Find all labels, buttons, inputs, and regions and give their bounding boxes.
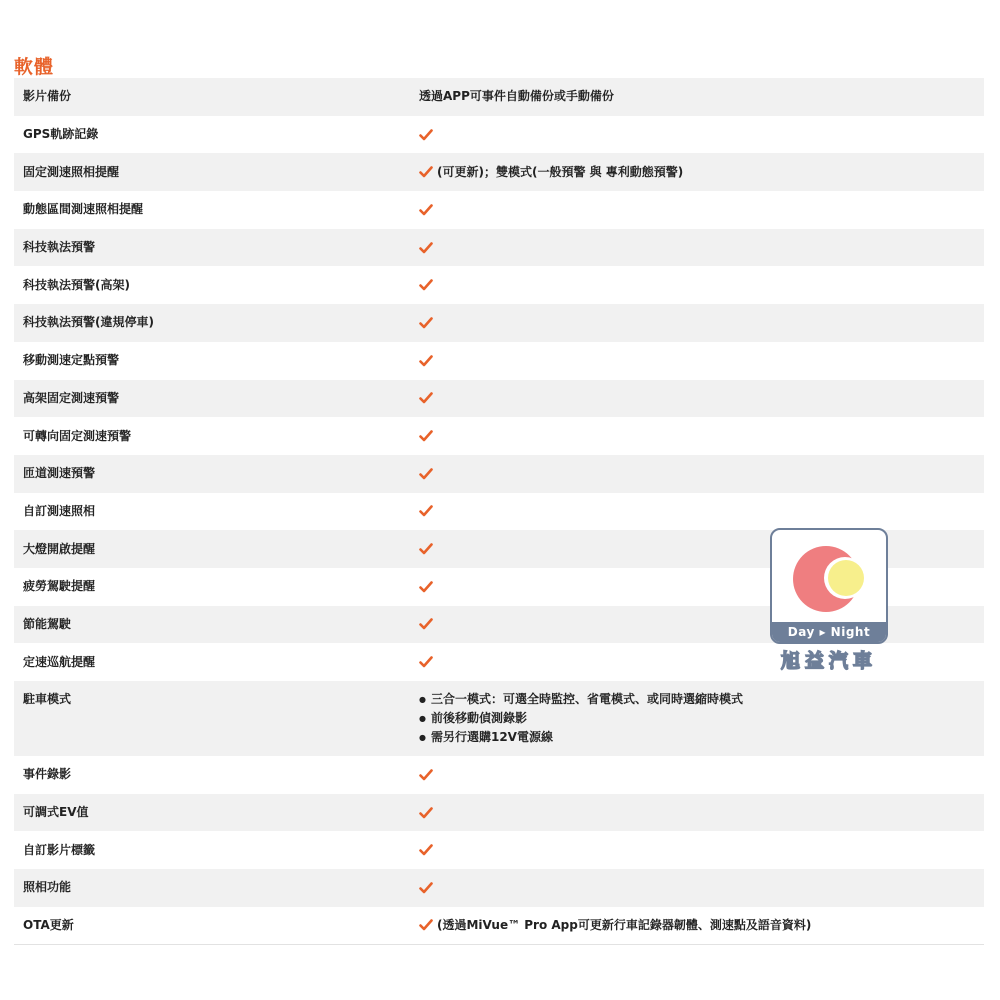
row-label: GPS軌跡記錄 <box>23 127 99 142</box>
row-label: 駐車模式 <box>23 692 72 706</box>
row-value-text: (可更新)；雙模式(一般預警 與 專利動態預警) <box>437 164 684 179</box>
row-value <box>405 304 984 342</box>
row-value <box>405 681 984 756</box>
checkmark-icon <box>419 166 433 178</box>
checkmark-icon <box>419 129 433 141</box>
watermark-caption: 旭益汽車 <box>780 650 877 672</box>
table-row <box>14 304 984 342</box>
list-item: ● 前後移動偵測錄影 <box>419 709 984 728</box>
table-row <box>14 191 984 229</box>
checkmark-icon <box>419 204 433 216</box>
table-row <box>14 756 984 794</box>
checkmark-icon <box>419 769 433 781</box>
checkmark-icon <box>419 882 433 894</box>
checkmark-icon <box>419 468 433 480</box>
table-row <box>14 229 984 267</box>
row-label: 事件錄影 <box>23 767 72 782</box>
table-row <box>14 266 984 304</box>
row-value <box>405 643 984 681</box>
checkmark-icon <box>419 807 433 819</box>
row-value <box>405 229 984 267</box>
row-value <box>405 831 984 869</box>
row-value-text: (透過MiVue™ Pro App可更新行車記錄器韌體、測速點及語音資料) <box>437 917 812 932</box>
row-label: 動態區間測速照相提醒 <box>23 202 144 217</box>
checkmark-icon <box>419 543 433 555</box>
checkmark-icon <box>419 656 433 668</box>
row-label: 固定測速照相提醒 <box>23 164 120 179</box>
table-row <box>14 831 984 869</box>
row-value <box>405 380 984 418</box>
table-row <box>14 681 984 756</box>
watermark-badge <box>770 528 888 644</box>
row-value <box>405 794 984 832</box>
checkmark-icon <box>419 317 433 329</box>
table-row <box>14 794 984 832</box>
list-item: ● 三合一模式：可選全時監控、省電模式、或同時選縮時模式 <box>419 690 984 709</box>
row-label: 科技執法預警 <box>23 240 96 255</box>
checkmark-icon <box>419 581 433 593</box>
bullet-list <box>419 690 984 747</box>
row-value <box>405 530 984 568</box>
row-value <box>405 756 984 794</box>
table-row <box>14 455 984 493</box>
row-label: 自訂影片標籤 <box>23 842 96 857</box>
row-value <box>405 606 984 644</box>
row-value <box>405 869 984 907</box>
row-label: OTA更新 <box>23 917 74 932</box>
table-row <box>14 153 984 191</box>
row-value <box>405 78 984 116</box>
row-label: 節能駕駛 <box>23 616 72 631</box>
row-label: 移動測速定點預警 <box>23 353 120 368</box>
spec-table-body <box>14 78 984 944</box>
table-row <box>14 116 984 154</box>
row-value <box>405 493 984 531</box>
row-label: 照相功能 <box>23 880 72 895</box>
checkmark-icon <box>419 392 433 404</box>
spec-table <box>14 78 984 945</box>
row-value <box>405 907 984 945</box>
row-value <box>405 191 984 229</box>
row-label: 影片備份 <box>23 89 72 104</box>
row-value <box>405 455 984 493</box>
row-label: 疲勞駕駛提醒 <box>23 579 96 594</box>
sun-moon-logo-icon <box>772 530 886 624</box>
row-label: 可調式EV值 <box>23 805 89 820</box>
list-item: ● 需另行選購12V電源線 <box>419 728 984 747</box>
table-row <box>14 493 984 531</box>
row-value <box>405 116 984 154</box>
table-row <box>14 869 984 907</box>
row-value <box>405 417 984 455</box>
checkmark-icon <box>419 618 433 630</box>
table-row <box>14 380 984 418</box>
row-value <box>405 153 984 191</box>
row-label: 大燈開啟提醒 <box>23 541 96 556</box>
row-label: 科技執法預警(違規停車) <box>23 315 154 330</box>
row-value <box>405 342 984 380</box>
checkmark-icon <box>419 279 433 291</box>
row-label: 科技執法預警(高架) <box>23 277 130 292</box>
checkmark-icon <box>419 505 433 517</box>
row-label: 匝道測速預警 <box>23 466 96 481</box>
table-row <box>14 342 984 380</box>
row-value <box>405 266 984 304</box>
checkmark-icon <box>419 355 433 367</box>
checkmark-icon <box>419 430 433 442</box>
table-row <box>14 78 984 116</box>
row-value-text: 透過APP可事件自動備份或手動備份 <box>419 89 614 104</box>
row-label: 定速巡航提醒 <box>23 654 96 669</box>
row-value <box>405 568 984 606</box>
row-label: 高架固定測速預警 <box>23 390 120 405</box>
table-row <box>14 907 984 945</box>
section-title: 軟體 <box>14 56 55 78</box>
checkmark-icon <box>419 242 433 254</box>
row-label: 可轉向固定測速預警 <box>23 428 132 443</box>
table-row <box>14 417 984 455</box>
watermark-bar-text: Day ▸ Night <box>772 622 886 642</box>
checkmark-icon <box>419 844 433 856</box>
row-label: 自訂測速照相 <box>23 503 96 518</box>
checkmark-icon <box>419 919 433 931</box>
